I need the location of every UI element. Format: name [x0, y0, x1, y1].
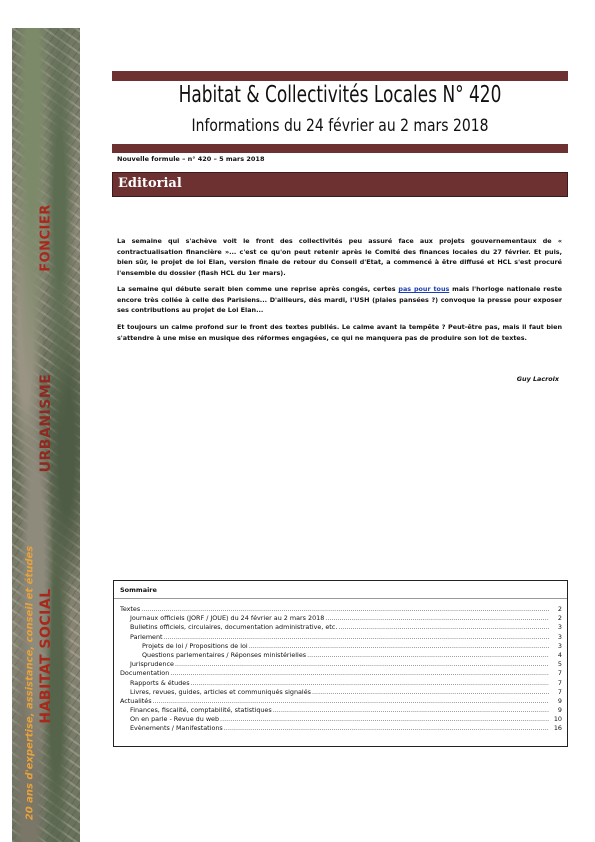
toc-entry-label: Documentation [120, 669, 170, 678]
toc-entry-label: Textes [120, 605, 141, 613]
toc-entry[interactable] [120, 623, 562, 632]
toc-entry-page: 2 [557, 605, 562, 613]
toc-leader-dots [175, 660, 549, 669]
header-bottom-bar [112, 144, 568, 153]
sidebar-label-urbanisme: URBANISME [38, 373, 54, 473]
sidebar-label-foncier: FONCIER [38, 204, 54, 272]
toc-entry-label: On en parle - Revue du web [130, 715, 220, 724]
toc-leader-dots [164, 633, 549, 642]
table-of-contents [113, 580, 568, 747]
toc-entry[interactable] [120, 706, 562, 715]
editorial-paragraph-2 [117, 284, 562, 316]
toc-entry[interactable] [120, 724, 562, 733]
editorial-paragraph-3: Et toujours un calme profond sur le front des textes publiés. Le calme avant la tempête ? Peut-être pas, mais il faut bien s'attendre à une mise en musique des réformes engagées, ce qui ne manquera pas de produire son lot de textes. [117, 323, 562, 342]
toc-entry-page: 5 [557, 660, 562, 669]
newsletter-subtitle: Informations du 24 février au 2 mars 2018 [191, 116, 489, 136]
toc-leader-dots [224, 724, 549, 733]
editorial-signature: Guy Lacroix [516, 375, 559, 383]
toc-leader-dots [307, 651, 549, 660]
toc-leader-dots [191, 679, 549, 688]
sidebar-label-habitat-social: HABITAT SOCIAL [38, 588, 54, 724]
toc-entry[interactable] [120, 651, 562, 660]
toc-leader-dots [153, 697, 549, 706]
toc-entry-page: 9 [557, 696, 562, 705]
toc-entry-page: 4 [557, 650, 562, 659]
toc-entry-page: 10 [553, 715, 562, 724]
toc-leader-dots [170, 669, 549, 678]
toc-entry-label: Journaux officiels (JORF / JOUE) du 24 février au 2 mars 2018 [130, 614, 325, 623]
toc-entry-label: Evènements / Manifestations [130, 724, 223, 733]
toc-entry-page: 7 [557, 669, 562, 678]
toc-entry-label: Livres, revues, guides, articles et communiqués signalés [130, 687, 311, 696]
toc-entry[interactable] [120, 614, 562, 623]
toc-entry-page: 3 [557, 641, 562, 650]
editorial-paragraph-1: La semaine qui s'achève voit le front des collectivités peu assuré face aux projets gouvernementaux de « contractualisation financière »... c'est ce qu'on peut retenir après le Comité des finances locales du 27 février. Et puis, bien sûr, le projet de loi Elan, version finale de retour du Conseil d'Etat, a commencé à être diffusé et HCL s'est procuré l'ensemble du dossier (flash HCL du 1er mars). [117, 237, 562, 277]
toc-entry-page: 7 [557, 687, 562, 696]
toc-leader-dots [312, 688, 549, 697]
toc-entry-page: 3 [557, 623, 562, 632]
toc-leader-dots [220, 715, 549, 724]
toc-entry[interactable] [120, 715, 562, 724]
toc-entry-page: 7 [557, 678, 562, 687]
toc-entry-label: Finances, fiscalité, comptabilité, statistiques [130, 706, 272, 715]
toc-entry-page: 16 [553, 724, 562, 733]
aerial-photo-sidebar [12, 28, 80, 842]
toc-entry[interactable] [120, 605, 562, 614]
toc-entry-label: Parlement [130, 632, 163, 641]
header-top-bar [112, 71, 568, 81]
toc-entry-label: Bulletins officiels, circulaires, documentation administrative, etc. [130, 623, 338, 632]
sidebar-tagline: 20 ans d'expertise, assistance, conseil et études [24, 545, 36, 821]
toc-divider [114, 598, 567, 599]
toc-entry[interactable] [120, 669, 562, 678]
toc-list [120, 605, 562, 734]
toc-leader-dots [249, 642, 549, 651]
toc-entry-label: Actualités [120, 696, 152, 705]
toc-entry-label: Projets de loi / Propositions de loi [142, 641, 248, 650]
editorial-p2-before: La semaine qui débute serait bien comme une reprise après congés, certes [117, 285, 399, 293]
toc-entry[interactable] [120, 688, 562, 697]
toc-entry[interactable] [120, 679, 562, 688]
edition-line: Nouvelle formule – n° 420 – 5 mars 2018 [117, 155, 265, 163]
section-header-editorial [112, 172, 568, 197]
toc-entry[interactable] [120, 697, 562, 706]
toc-entry-label: Jurisprudence [130, 660, 174, 669]
toc-entry-label: Questions parlementaires / Réponses ministérielles [142, 650, 307, 659]
toc-leader-dots [141, 605, 549, 614]
toc-leader-dots [325, 614, 549, 623]
editorial-p2-after: mais l'horloge nationale reste encore très collée à celle des Parisiens... D'ailleurs, dès mardi, l'USH (plaies pansées ?) convoque la presse pour exposer ses contributions au projet de Loi Elan... [117, 285, 562, 314]
toc-heading: Sommaire [120, 586, 157, 594]
pas-pour-tous-link[interactable]: pas pour tous [398, 285, 450, 293]
toc-leader-dots [273, 706, 549, 715]
toc-entry-page: 9 [557, 706, 562, 715]
section-title: Editorial [118, 176, 182, 191]
toc-entry-label: Rapports & études [130, 678, 190, 687]
toc-entry[interactable] [120, 633, 562, 642]
toc-leader-dots [338, 623, 549, 632]
toc-entry[interactable] [120, 660, 562, 669]
toc-entry-page: 3 [557, 632, 562, 641]
toc-entry-page: 2 [557, 614, 562, 623]
toc-entry[interactable] [120, 642, 562, 651]
newsletter-title: Habitat & Collectivités Locales N° 420 [178, 82, 502, 108]
